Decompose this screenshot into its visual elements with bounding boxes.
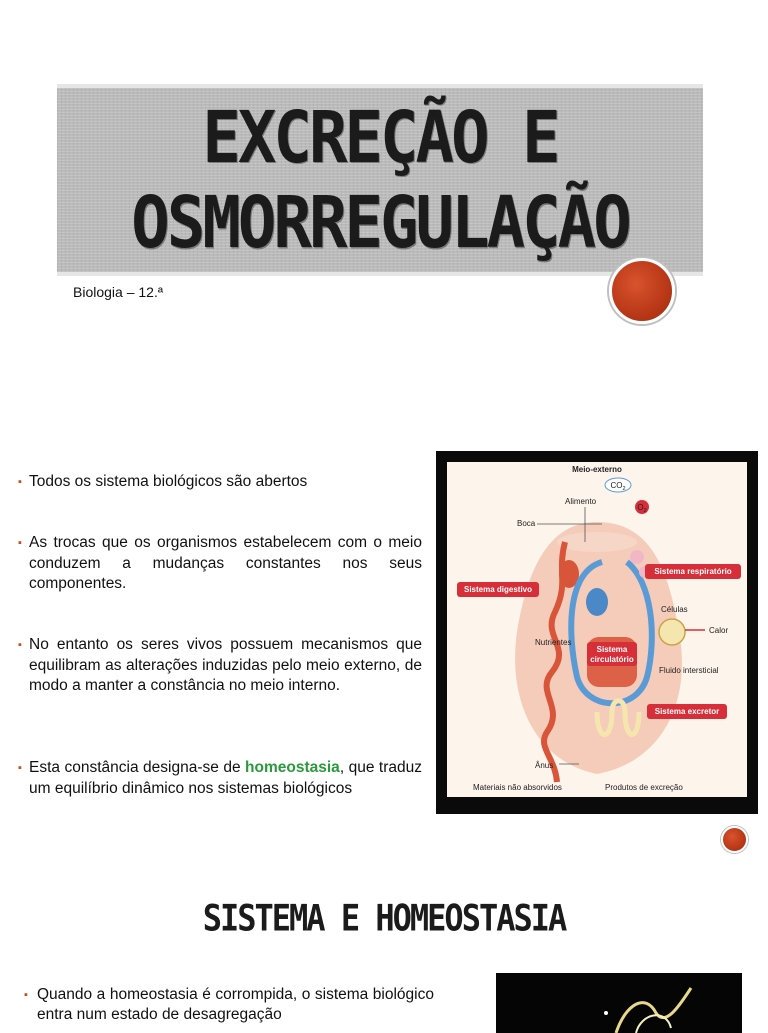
bullet-item — [18, 635, 422, 697]
label-celulas: Células — [661, 605, 688, 614]
bullet-item — [18, 533, 422, 595]
homeostasia-highlight: homeostasia — [245, 759, 340, 776]
label-alimento: Alimento — [565, 497, 597, 506]
heart — [586, 588, 608, 616]
bullet-text-before: Esta constância designa-se de — [29, 759, 246, 776]
label-sistema-circulatorio-1: Sistema — [596, 645, 628, 654]
bullet-text-after: , que traduz um equilíbrio dinâmico nos sistemas biológicos — [29, 759, 422, 797]
bullet-item — [18, 758, 422, 799]
label-materiais-nao-absorvidos: Materiais não absorvidos — [473, 783, 562, 792]
bullet-list — [18, 472, 422, 832]
square-bullet-icon: ▪ — [18, 476, 22, 488]
slide-title — [57, 96, 703, 266]
square-bullet-icon: ▪ — [18, 762, 22, 774]
label-boca: Boca — [517, 519, 536, 528]
label-meio-externo: Meio-externo — [572, 465, 622, 474]
red-circle-icon — [609, 258, 675, 324]
slide-subtitle: Biologia – 12.ª — [73, 284, 164, 300]
slide-title-line-1: EXCREÇÃO E — [202, 97, 558, 180]
square-bullet-icon: ▪ — [18, 537, 22, 549]
bullet-text: Todos os sistema biológicos são abertos — [29, 473, 308, 490]
square-bullet-icon: ▪ — [18, 639, 22, 651]
slide-title-line-2: OSMORREGULAÇÃO — [131, 182, 629, 266]
bullet-item — [24, 985, 434, 1025]
label-sistema-excretor: Sistema excretor — [654, 707, 720, 716]
label-co2: $CO_2$ — [610, 481, 626, 492]
body-top — [557, 532, 637, 552]
bullet-text: As trocas que os organismos estabelecem com o meio conduzem a mudanças constantes nos seus componentes. — [29, 534, 422, 592]
label-sistema-respiratorio: Sistema respiratório — [654, 567, 732, 576]
label-o2: $O_2$ — [637, 503, 647, 514]
square-bullet-icon: ▪ — [24, 989, 28, 1001]
label-sistema-circulatorio-2: circulatório — [590, 655, 634, 664]
label-anus: Ânus — [535, 761, 554, 770]
lung-1 — [630, 550, 644, 564]
red-circle-icon — [721, 826, 748, 853]
cells-cluster — [659, 619, 685, 645]
label-fluido-intersticial: Fluido intersticial — [659, 666, 719, 675]
bullet-text: No entanto os seres vivos possuem mecanismos que equilibram as alterações induzidas pelo meio externo, de modo a manter a constância no meio interno. — [29, 636, 422, 694]
homeostasis-diagram — [447, 462, 747, 797]
label-nutrientes: Nutrientes — [535, 638, 572, 647]
label-sistema-digestivo: Sistema digestivo — [463, 585, 533, 594]
swirl — [636, 1015, 671, 1033]
label-produtos-de-excrecao: Produtos de excreção — [605, 783, 683, 792]
cosmic-image-svg — [496, 973, 742, 1033]
bullet-text: Quando a homeostasia é corrompida, o sistema biológico entra num estado de desagregação — [37, 986, 434, 1023]
star — [604, 1011, 608, 1015]
homeostasis-diagram-svg — [447, 462, 747, 797]
cosmic-image — [496, 973, 742, 1033]
bullet-item — [18, 472, 422, 493]
label-calor: Calor — [709, 626, 729, 635]
swirl — [616, 988, 691, 1033]
section-title: SISTEMA E HOMEOSTASIA — [202, 896, 566, 940]
